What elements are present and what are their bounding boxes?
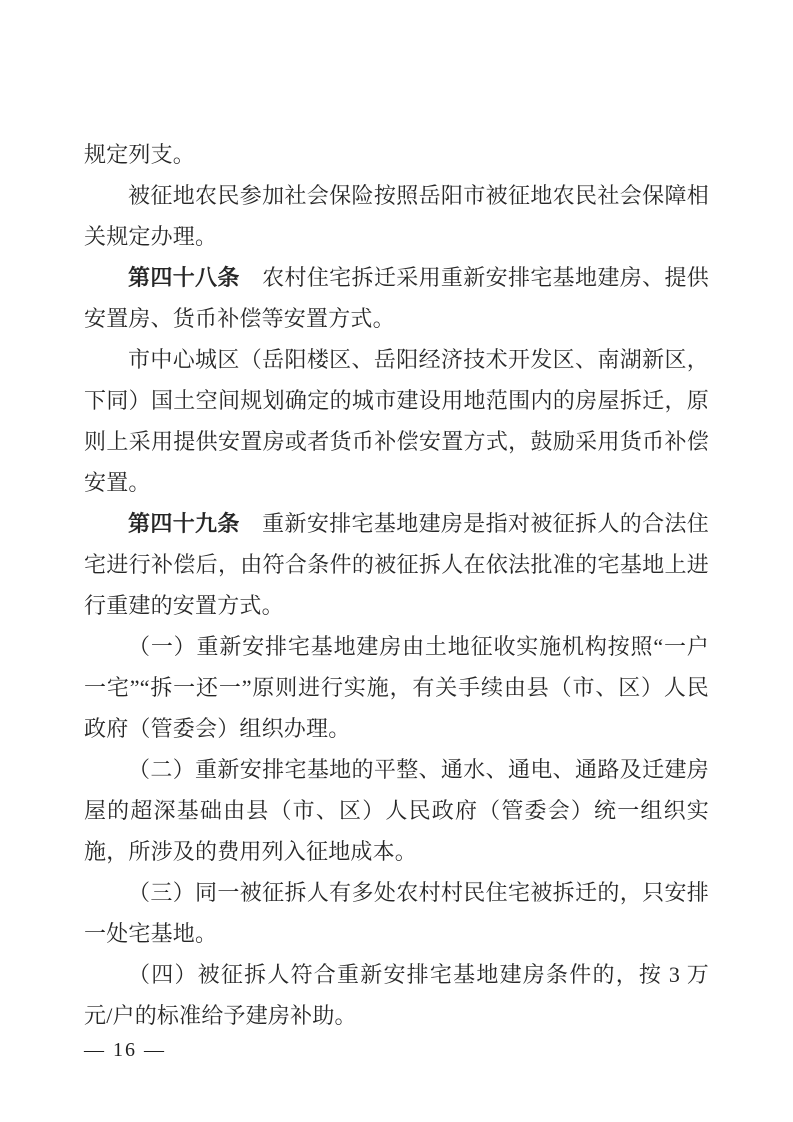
paragraph-text: （二）重新安排宅基地的平整、通水、通电、通路及迁建房屋的超深基础由县（市、区）人民政府（管委会）统一组织实施，所涉及的费用列入征地成本。	[84, 757, 709, 864]
paragraph-social-insurance	[84, 175, 709, 257]
paragraph-article-49	[84, 503, 709, 626]
article-49-number: 第四十九条	[128, 511, 240, 536]
paragraph-text: （四）被征拆人符合重新安排宅基地建房条件的，按 3 万元/户的标准给予建房补助。	[84, 962, 709, 1028]
article-48-number: 第四十八条	[128, 265, 240, 290]
paragraph-item-2	[84, 749, 709, 872]
paragraph-text: 重新安排宅基地建房是指对被征拆人的合法住宅进行补偿后，由符合条件的被征拆人在依法批准的宅基地上进行重建的安置方式。	[84, 511, 709, 618]
paragraph-text: （三）同一被征拆人有多处农村村民住宅被拆迁的，只安排一处宅基地。	[84, 880, 709, 946]
paragraph-text: 农村住宅拆迁采用重新安排宅基地建房、提供安置房、货币补偿等安置方式。	[84, 265, 709, 331]
paragraph-text: （一）重新安排宅基地建房由土地征收实施机构按照“一户一宅”“拆一还一”原则进行实施，有关手续由县（市、区）人民政府（管委会）组织办理。	[84, 634, 709, 741]
paragraph-item-1	[84, 626, 709, 749]
paragraph-item-3	[84, 872, 709, 954]
paragraph-text: 规定列支。	[84, 142, 196, 167]
paragraph-item-4	[84, 954, 709, 1036]
paragraph-text: 市中心城区（岳阳楼区、岳阳经济技术开发区、南湖新区，下同）国土空间规划确定的城市建设用地范围内的房屋拆迁，原则上采用提供安置房或者货币补偿安置方式，鼓励采用货币补偿安置。	[84, 347, 709, 495]
document-body	[84, 134, 709, 1036]
paragraph-continuation	[84, 134, 709, 175]
paragraph-article-48	[84, 257, 709, 339]
paragraph-city-center	[84, 339, 709, 503]
page-number: — 16 —	[84, 1039, 166, 1061]
paragraph-text: 被征地农民参加社会保险按照岳阳市被征地农民社会保障相关规定办理。	[84, 183, 709, 249]
